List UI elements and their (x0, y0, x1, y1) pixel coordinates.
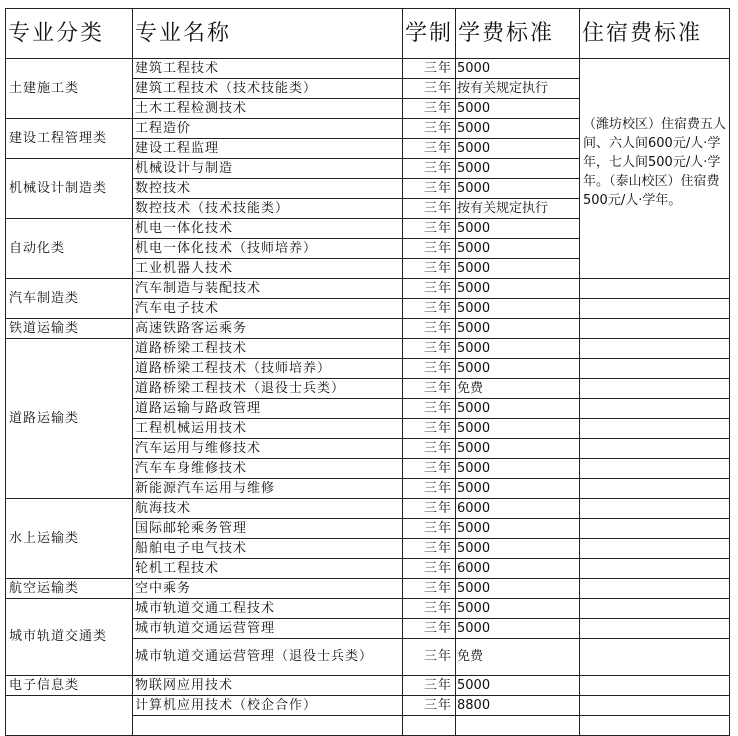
major-cell: 汽车车身维修技术 (133, 459, 403, 479)
tuition-cell: 5000 (456, 279, 580, 299)
category-cell: 机械设计制造类 (6, 159, 133, 219)
years-cell: 三年 (403, 279, 456, 299)
table-row (6, 579, 730, 599)
major-cell: 数控技术（技术技能类） (133, 199, 403, 219)
tuition-table (5, 8, 730, 736)
header-tuition: 学费标准 (456, 9, 580, 59)
table-row (6, 599, 730, 619)
header-major: 专业名称 (133, 9, 403, 59)
major-cell: 汽车电子技术 (133, 299, 403, 319)
tuition-cell: 5000 (456, 59, 580, 79)
major-cell: 道路桥梁工程技术（技师培养） (133, 359, 403, 379)
years-cell: 三年 (403, 519, 456, 539)
years-cell: 三年 (403, 379, 456, 399)
major-cell: 土木工程检测技术 (133, 99, 403, 119)
major-cell: 轮机工程技术 (133, 559, 403, 579)
major-cell: 高速铁路客运乘务 (133, 319, 403, 339)
major-cell: 新能源汽车运用与维修 (133, 479, 403, 499)
dorm-empty-cell (580, 639, 730, 676)
category-cell: 道路运输类 (6, 339, 133, 499)
years-cell: 三年 (403, 319, 456, 339)
major-cell: 城市轨道交通工程技术 (133, 599, 403, 619)
tuition-cell: 免费 (456, 379, 580, 399)
tuition-cell: 按有关规定执行 (456, 79, 580, 99)
years-cell: 三年 (403, 619, 456, 639)
dorm-empty-cell (580, 499, 730, 519)
dorm-empty-cell (580, 559, 730, 579)
tuition-cell: 8800 (456, 696, 580, 716)
table-row (6, 59, 730, 79)
table-row (6, 339, 730, 359)
years-cell: 三年 (403, 676, 456, 696)
major-cell: 汽车运用与维修技术 (133, 439, 403, 459)
major-cell: 汽车制造与装配技术 (133, 279, 403, 299)
years-cell: 三年 (403, 439, 456, 459)
dorm-empty-cell (580, 539, 730, 559)
major-cell: 计算机应用技术（校企合作） (133, 696, 403, 716)
table-row (6, 696, 730, 716)
major-cell: 机械设计与制造 (133, 159, 403, 179)
tuition-cell: 5000 (456, 479, 580, 499)
dorm-empty-cell (580, 399, 730, 419)
years-cell: 三年 (403, 696, 456, 716)
years-cell: 三年 (403, 179, 456, 199)
tuition-cell: 5000 (456, 419, 580, 439)
tuition-cell: 5000 (456, 539, 580, 559)
major-cell: 建筑工程技术（技术技能类） (133, 79, 403, 99)
years-cell: 三年 (403, 79, 456, 99)
tuition-cell: 5000 (456, 339, 580, 359)
major-cell: 航海技术 (133, 499, 403, 519)
major-cell: 城市轨道交通运营管理 (133, 619, 403, 639)
category-cell: 电子信息类 (6, 676, 133, 696)
tuition-cell: 5000 (456, 676, 580, 696)
table-row (6, 319, 730, 339)
table-row (6, 279, 730, 299)
major-cell: 船舶电子电气技术 (133, 539, 403, 559)
dorm-empty-cell (580, 439, 730, 459)
tuition-cell: 5000 (456, 299, 580, 319)
major-cell: 道路运输与路政管理 (133, 399, 403, 419)
dorm-empty-cell (580, 419, 730, 439)
header-dorm: 住宿费标准 (580, 9, 730, 59)
major-cell: 建筑工程技术 (133, 59, 403, 79)
major-cell: 工程机械运用技术 (133, 419, 403, 439)
years-cell: 三年 (403, 239, 456, 259)
tuition-cell: 6000 (456, 499, 580, 519)
years-cell: 三年 (403, 119, 456, 139)
major-cell: 机电一体化技术 (133, 219, 403, 239)
years-cell: 三年 (403, 59, 456, 79)
major-cell: 物联网应用技术 (133, 676, 403, 696)
major-cell: 国际邮轮乘务管理 (133, 519, 403, 539)
tuition-cell: 免费 (456, 639, 580, 676)
years-cell: 三年 (403, 259, 456, 279)
tuition-cell: 5000 (456, 359, 580, 379)
years-cell: 三年 (403, 599, 456, 619)
tuition-cell: 6000 (456, 559, 580, 579)
tuition-cell: 5000 (456, 239, 580, 259)
years-cell: 三年 (403, 639, 456, 676)
dorm-empty-cell (580, 279, 730, 299)
category-cell: 航空运输类 (6, 579, 133, 599)
major-cell: 数控技术 (133, 179, 403, 199)
dorm-empty-cell (580, 579, 730, 599)
tuition-cell: 5000 (456, 159, 580, 179)
tuition-cell: 5000 (456, 619, 580, 639)
tuition-cell: 5000 (456, 519, 580, 539)
years-cell: 三年 (403, 539, 456, 559)
years-cell: 三年 (403, 579, 456, 599)
years-cell: 三年 (403, 299, 456, 319)
dorm-empty-cell (580, 379, 730, 399)
major-cell: 工程造价 (133, 119, 403, 139)
tuition-cell: 5000 (456, 439, 580, 459)
dorm-empty-cell (580, 599, 730, 619)
dorm-empty-cell (580, 619, 730, 639)
years-cell: 三年 (403, 99, 456, 119)
tuition-cell: 5000 (456, 319, 580, 339)
table-row (6, 499, 730, 519)
header-years: 学制 (403, 9, 456, 59)
tuition-cell: 5000 (456, 99, 580, 119)
dorm-empty-cell (580, 299, 730, 319)
major-cell: 城市轨道交通运营管理（退役士兵类） (133, 639, 403, 676)
header-category: 专业分类 (6, 9, 133, 59)
category-cell: 城市轨道交通类 (6, 599, 133, 676)
tuition-cell: 5000 (456, 399, 580, 419)
category-cell: 汽车制造类 (6, 279, 133, 319)
tuition-cell: 5000 (456, 599, 580, 619)
tuition-cell: 5000 (456, 219, 580, 239)
tuition-cell (456, 716, 580, 736)
header-row (6, 9, 730, 59)
dorm-empty-cell (580, 319, 730, 339)
tuition-cell: 5000 (456, 179, 580, 199)
category-cell: 土建施工类 (6, 59, 133, 119)
dorm-fee-cell: （潍坊校区）住宿费五人间、六人间600元/人·学年，七人间500元/人·学年。（泰山校区）住宿费500元/人·学年。 (580, 59, 730, 279)
dorm-empty-cell (580, 339, 730, 359)
years-cell: 三年 (403, 219, 456, 239)
tuition-cell: 5000 (456, 259, 580, 279)
years-cell: 三年 (403, 159, 456, 179)
years-cell: 三年 (403, 139, 456, 159)
tuition-cell: 5000 (456, 119, 580, 139)
years-cell: 三年 (403, 479, 456, 499)
category-cell: 建设工程管理类 (6, 119, 133, 159)
years-cell: 三年 (403, 459, 456, 479)
years-cell: 三年 (403, 559, 456, 579)
tuition-cell: 5000 (456, 459, 580, 479)
major-cell: 道路桥梁工程技术（退役士兵类） (133, 379, 403, 399)
tuition-cell: 5000 (456, 579, 580, 599)
category-cell: 水上运输类 (6, 499, 133, 579)
major-cell: 空中乘务 (133, 579, 403, 599)
dorm-empty-cell (580, 479, 730, 499)
tuition-cell: 按有关规定执行 (456, 199, 580, 219)
table-row (6, 676, 730, 696)
dorm-empty-cell (580, 459, 730, 479)
dorm-empty-cell (580, 676, 730, 696)
years-cell: 三年 (403, 399, 456, 419)
category-cell: 铁道运输类 (6, 319, 133, 339)
years-cell: 三年 (403, 359, 456, 379)
dorm-empty-cell (580, 716, 730, 736)
major-cell: 建设工程监理 (133, 139, 403, 159)
dorm-empty-cell (580, 519, 730, 539)
major-cell: 机电一体化技术（技师培养） (133, 239, 403, 259)
major-cell: 工业机器人技术 (133, 259, 403, 279)
years-cell: 三年 (403, 419, 456, 439)
years-cell (403, 716, 456, 736)
category-cell: 自动化类 (6, 219, 133, 279)
major-cell (133, 716, 403, 736)
dorm-empty-cell (580, 696, 730, 716)
years-cell: 三年 (403, 499, 456, 519)
tuition-cell: 5000 (456, 139, 580, 159)
years-cell: 三年 (403, 199, 456, 219)
major-cell: 道路桥梁工程技术 (133, 339, 403, 359)
years-cell: 三年 (403, 339, 456, 359)
dorm-empty-cell (580, 359, 730, 379)
